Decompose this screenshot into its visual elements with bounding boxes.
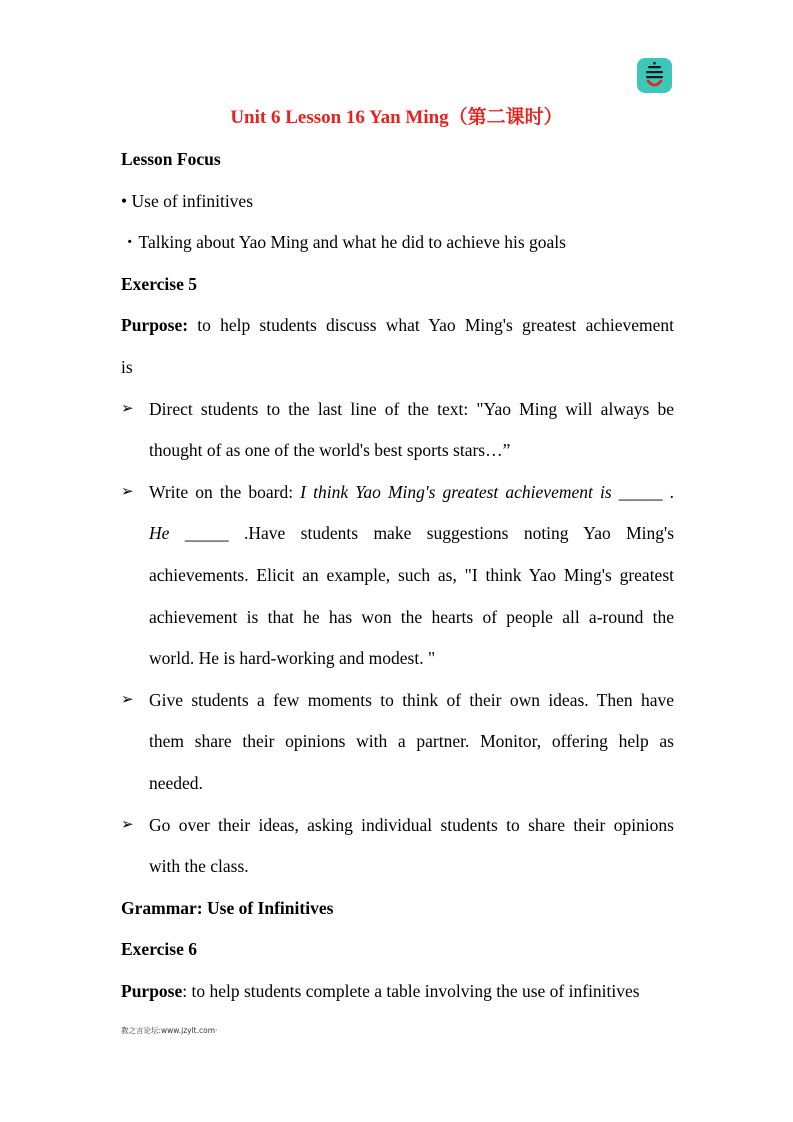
speech-logo-icon: [637, 58, 672, 93]
step-2-line-2-rest: .Have students make suggestions noting Yao Ming's: [243, 523, 674, 543]
grammar-heading: Grammar: Use of Infinitives: [121, 898, 334, 918]
arrow-bullet-icon: ➢: [121, 817, 134, 833]
step-3-line-3: needed.: [149, 773, 203, 793]
step-3-line-2: them share their opinions with a partner. Monitor, offering help as: [149, 731, 674, 751]
step-2-italic-1: I think Yao Ming's greatest achievement is: [300, 482, 612, 502]
arrow-bullet-icon: ➢: [121, 484, 134, 500]
step-4-line-1: Go over their ideas, asking individual students to share their opinions: [149, 815, 674, 835]
purpose-label: Purpose: [121, 981, 183, 1001]
purpose-label: Purpose:: [121, 315, 189, 335]
footer-source: 教之言论坛:www.jzylt.com·: [121, 1026, 218, 1035]
exercise-5-purpose: [121, 312, 674, 338]
step-1-line-1: Direct students to the last line of the text: "Yao Ming will always be: [149, 399, 674, 419]
step-2-line-2: [149, 520, 674, 546]
step-2-blank-1: _____ .: [611, 482, 674, 502]
arrow-bullet-icon: ➢: [121, 692, 134, 708]
exercise-5-purpose-cont: is: [121, 357, 133, 377]
arrow-bullet-icon: ➢: [121, 401, 134, 417]
focus-bullet-1: • Use of infinitives: [121, 191, 254, 211]
step-2-line-1: [149, 479, 674, 505]
exercise-5-heading: Exercise 5: [121, 274, 197, 294]
step-1-line-2: thought of as one of the world's best sports stars…”: [149, 440, 511, 460]
exercise-6-heading: Exercise 6: [121, 939, 197, 959]
site-logo: [637, 58, 672, 93]
step-3-line-1: Give students a few moments to think of their own ideas. Then have: [149, 690, 674, 710]
purpose-text: to help students discuss what Yao Ming's greatest achievement: [188, 315, 674, 335]
step-2-line-5: world. He is hard-working and modest. ": [149, 648, 436, 668]
page-title: Unit 6 Lesson 16 Yan Ming（第二课时）: [230, 107, 563, 128]
purpose-text: : to help students complete a table involving the use of infinitives: [182, 981, 640, 1001]
lesson-focus-heading: Lesson Focus: [121, 149, 221, 169]
step-2-line-3: achievements. Elicit an example, such as, "I think Yao Ming's greatest: [149, 565, 674, 585]
exercise-6-purpose: [121, 978, 674, 1004]
step-2-line-4: achievement is that he has won the hearts of people all a-round the: [149, 607, 674, 627]
step-2-blank-2: _____: [184, 523, 229, 543]
step-2-italic-2: He: [149, 523, 170, 543]
focus-bullet-2: ・Talking about Yao Ming and what he did to achieve his goals: [121, 232, 566, 252]
step-2-lead: Write on the board:: [149, 482, 301, 502]
step-4-line-2: with the class.: [149, 856, 249, 876]
